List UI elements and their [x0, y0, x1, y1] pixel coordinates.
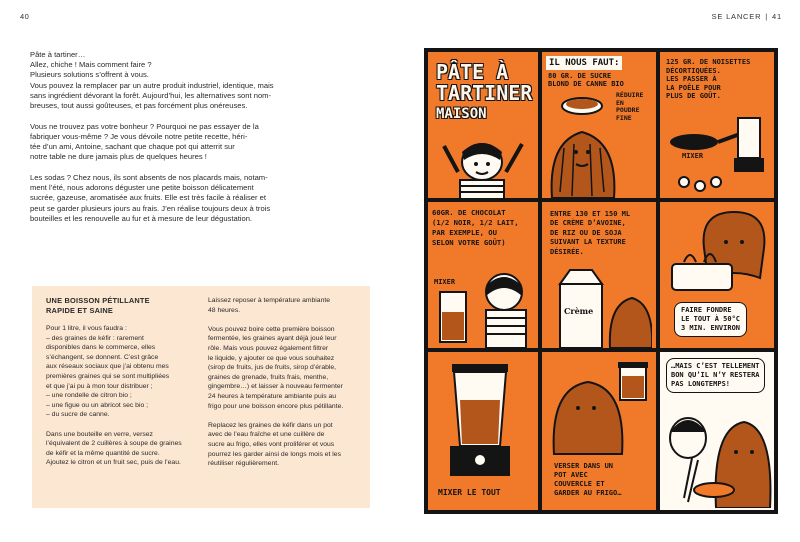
right-page: [400, 0, 800, 542]
cream-text: ENTRE 130 ET 150 ML DE CRÈME D’AVOINE, DE RIZ OU DE SOJA SUIVANT LA TEXTURE DÉSIRÉE.: [550, 210, 631, 256]
mixer-label-1: MIXER: [682, 152, 704, 160]
page-number-left: 40: [20, 12, 30, 21]
jar-text: VERSER DANS UN POT AVEC COUVERCLE ET GARDER AU FRIGO…: [554, 462, 622, 497]
recipe-step-3: Vous pouvez boire cette première boisson fermentée, les graines ayant déjà joué leur rôle. Mais vous pouvez également filtrer le liquide, y ajouter ce que vous souhaitez (sirop de fruits, jus de fruits, sirop d’érable, graines de grenade, fruits frais, menthe, gingembre…) et laisser à nouveau fermenter 24 heures à température ambiante puis au frigo pour une boisson encore plus pétillante.: [208, 325, 344, 410]
page-header-right: [712, 12, 782, 21]
chocolate-text: 60GR. DE CHOCOLAT (1/2 NOIR, 1/2 LAIT, PAR EXEMPLE, OU SELON VOTRE GOÛT): [432, 208, 519, 247]
comic-title: PÂTE À TARTINER MAISON: [436, 60, 533, 122]
comic-panel-eating: [660, 352, 774, 510]
girl-cheering-illustration: [434, 138, 534, 198]
comic-panel-chocolate: [428, 202, 538, 348]
hazelnut-text: 125 GR. DE NOISETTES DÉCORTIQUÉES. LES PASSER À LA POÊLE POUR PLUS DE GOÛT.: [666, 58, 751, 100]
recipe-box: [32, 286, 370, 508]
blender-illustration: [438, 360, 530, 478]
cream-carton-label: Crème: [564, 306, 594, 316]
character-stirring-pot-illustration: [664, 208, 772, 298]
paragraph-1: Pâte à tartiner… Allez, chiche ! Mais comment faire ? Plusieurs solutions s’offrent à vous. Vous pouvez la remplacer par un autre produit industriel, identique, mais sans ingrédient dévorant la forêt. Aujourd’hui, les alternatives sont nom- breuses, tout aussi goûteuses, et pas forcément plus onéreuses.: [30, 50, 274, 111]
recipe-column-2: [208, 296, 360, 478]
girl-with-blender-illustration: [432, 262, 536, 348]
ingredients-heading: IL NOUS FAUT:: [546, 56, 622, 70]
sugar-instruction: RÉDUIRE EN POUDRE FINE: [616, 91, 644, 122]
characters-with-jar-illustration: [548, 358, 652, 458]
comic-panel-sugar: [542, 52, 656, 198]
melt-text: FAIRE FONDRE LE TOUT À 50°C 3 MIN. ENVIRON: [674, 302, 747, 337]
comic-panel-mix: [428, 352, 538, 510]
body-text: [30, 50, 288, 235]
recipe-column-1: [46, 296, 196, 478]
comic-panel-hazelnuts: [660, 52, 774, 198]
sugar-text: 80 GR. DE SUCRE BLOND DE CANNE BIO: [548, 72, 624, 88]
mix-text: MIXER LE TOUT: [438, 488, 501, 497]
ending-text: …MAIS C’EST TELLEMENT BON QU’IL N’Y RESTERA PAS LONGTEMPS!: [666, 358, 765, 393]
comic-panel-title: [428, 52, 538, 198]
comic-panel-jar: [542, 352, 656, 510]
paragraph-2: Vous ne trouvez pas votre bonheur ? Pourquoi ne pas essayer de la fabriquer vous-même ? Je vous dévoile notre petite recette, héri- tée d’un ami, Antoine, sachant que chaque pot qui atterrit sur notre table ne dure jamais plus de quelques heures !: [30, 121, 259, 162]
recipe-title: UNE BOISSON PÉTILLANTE RAPIDE ET SAINE: [46, 296, 150, 315]
comic-panel-cream: [542, 202, 656, 348]
comic-strip: [424, 48, 778, 514]
pan-and-blender-illustration: [664, 112, 772, 198]
paragraph-3: Les sodas ? Chez nous, ils sont absents de nos placards mais, notam- ment l’été, nous adorons déguster une petite boisson délicatement sucrée, gazeuse, aromatisée aux fruits. Elle est très facile à réaliser et peut se garder plusieurs jours au frais. J’en réalise toujours deux à trois bouteilles et les renouvelle au fur et à mesure de leur dégustation.: [30, 173, 271, 223]
page-number-right: 41: [772, 12, 782, 21]
recipe-step-1: Dans une bouteille en verre, versez l’équivalent de 2 cuillères à soupe de graines de kéfir et la même quantité de sucre. Ajoutez le citron et un fruit sec, puis de l’eau.: [46, 430, 182, 467]
characters-eating-spread-illustration: [664, 398, 772, 508]
mixer-label-2: MIXER: [434, 278, 456, 286]
recipe-step-2: Laissez reposer à température ambiante 48 heures.: [208, 297, 331, 314]
recipe-ingredients: Pour 1 litre, il vous faudra : – des graines de kéfir : rarement disponibles dans le commerce, elles s’échangent, se donnent. C’est grâce aux réseaux sociaux que j’ai obtenu mes premières graines qui se sont multipliées et que j’ai pu à mon tour distribuer ; – une rondelle de citron bio ; – une figue ou un abricot sec bio ; – du sucre de canne.: [46, 325, 170, 419]
section-name: SE LANCER: [711, 12, 762, 21]
hairy-character-with-bowl-illustration: [548, 92, 652, 198]
recipe-step-4: Replacez les graines de kéfir dans un pot avec de l’eau fraîche et une cuillère de sucre au frigo, elles vont proliférer et vous pourrez les garder ainsi de longs mois et les réutiliser régulièrement.: [208, 421, 341, 468]
comic-panel-melt: [660, 202, 774, 348]
folio-separator: |: [765, 12, 769, 21]
